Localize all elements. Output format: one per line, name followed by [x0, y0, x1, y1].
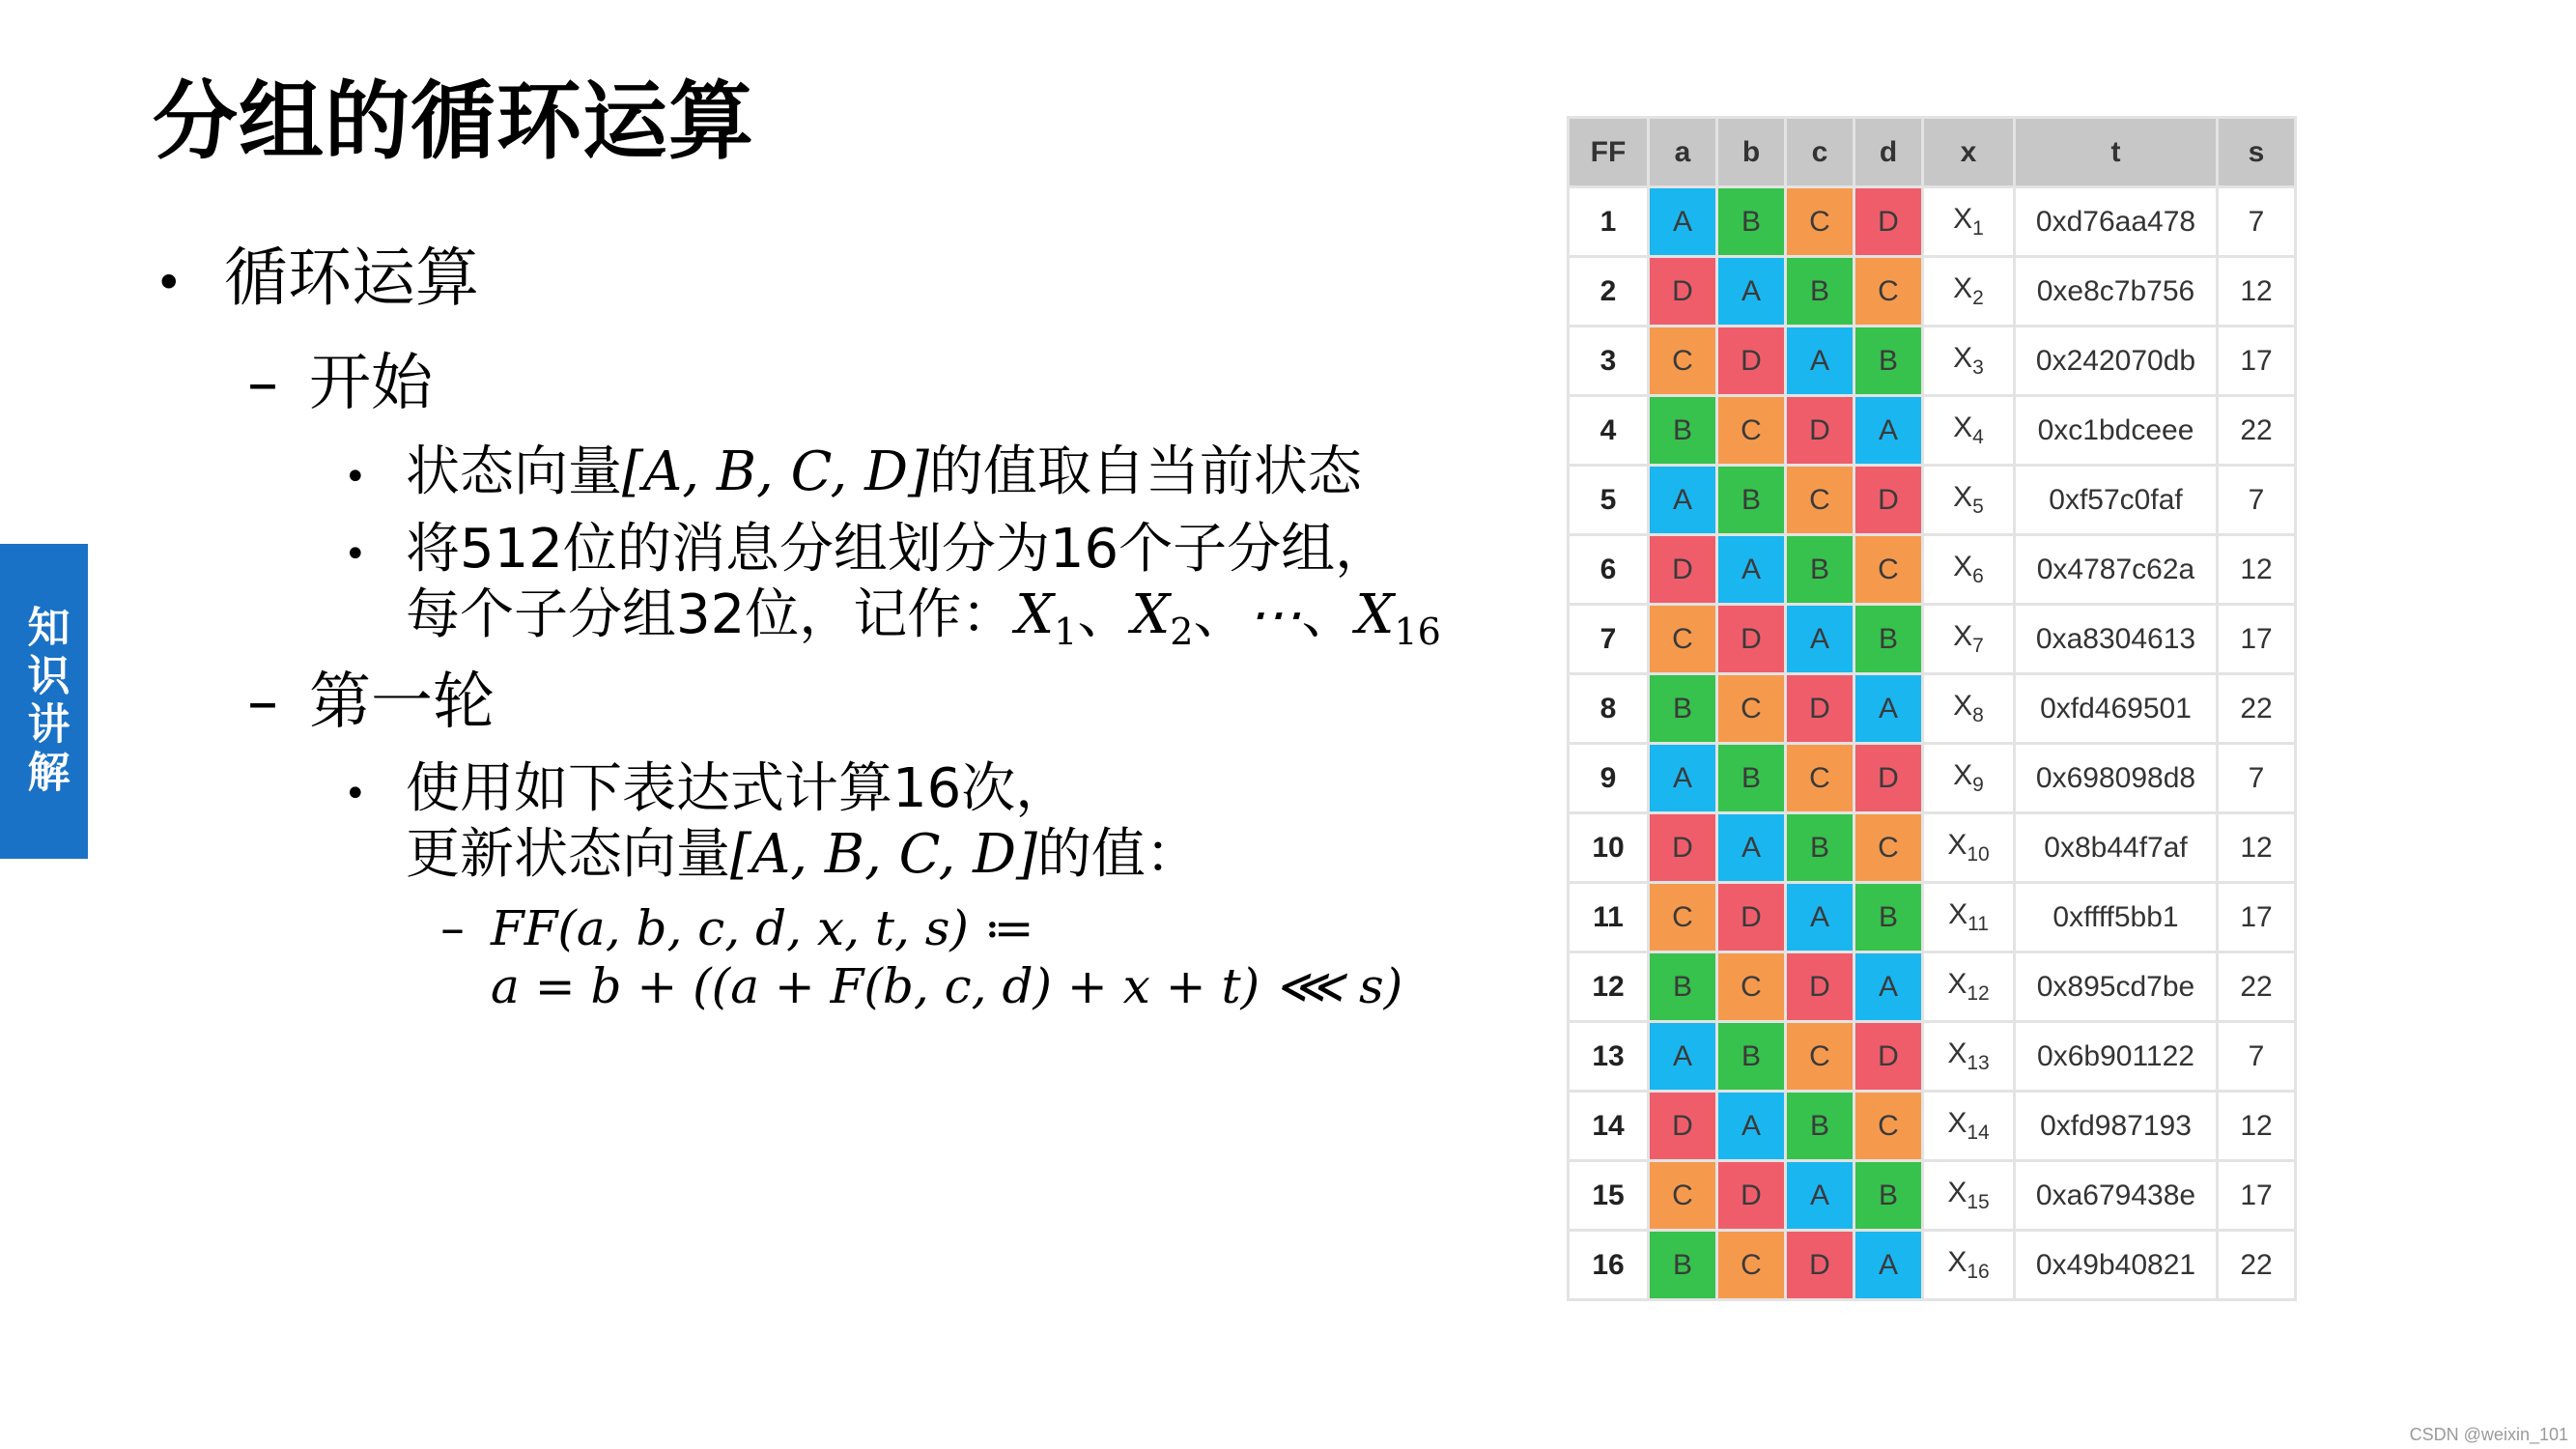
- cell-d: D: [1854, 187, 1923, 257]
- cell-ff: 13: [1569, 1022, 1649, 1092]
- cell-t: 0xa8304613: [2015, 605, 2218, 674]
- column-header: FF: [1569, 118, 1649, 187]
- cell-c: C: [1786, 466, 1854, 535]
- cell-x: $X_{16}$: [1923, 1231, 2015, 1300]
- side-tab-label: 知识讲解: [19, 605, 70, 798]
- text-line1: 将512位的消息分组划分为16个子分组，: [406, 518, 1390, 581]
- cell-c: A: [1786, 883, 1854, 952]
- cell-d: A: [1854, 674, 1923, 744]
- cell-s: 17: [2218, 1161, 2296, 1231]
- cell-ff: 14: [1569, 1092, 1649, 1161]
- cell-a: C: [1649, 883, 1717, 952]
- cell-ff: 1: [1569, 187, 1649, 257]
- cell-c: A: [1786, 605, 1854, 674]
- cell-a: A: [1649, 187, 1717, 257]
- cell-x: $X_2$: [1923, 257, 2015, 327]
- cell-t: 0xfd987193: [2015, 1092, 2218, 1161]
- cell-s: 7: [2218, 466, 2296, 535]
- cell-d: B: [1854, 1161, 1923, 1231]
- table-row: [1569, 1092, 2296, 1161]
- cell-x: $X_1$: [1923, 187, 2015, 257]
- cell-t: 0xc1bdceee: [2015, 396, 2218, 466]
- cell-ff: 4: [1569, 396, 1649, 466]
- cell-ff: 11: [1569, 883, 1649, 952]
- cell-t: 0xf57c0faf: [2015, 466, 2218, 535]
- dash-icon: –: [440, 900, 465, 956]
- column-header: a: [1649, 118, 1717, 187]
- cell-c: B: [1786, 257, 1854, 327]
- table-row: [1569, 396, 2296, 466]
- outline-item-split: [344, 520, 1389, 580]
- cell-a: B: [1649, 396, 1717, 466]
- cell-ff: 8: [1569, 674, 1649, 744]
- cell-b: C: [1717, 396, 1786, 466]
- cell-d: B: [1854, 605, 1923, 674]
- cell-t: 0x49b40821: [2015, 1231, 2218, 1300]
- cell-t: 0x895cd7be: [2015, 952, 2218, 1022]
- cell-a: A: [1649, 466, 1717, 535]
- cell-d: D: [1854, 466, 1923, 535]
- math-state-vector: [A, B, C, D]: [730, 823, 1037, 886]
- table-row: [1569, 187, 2296, 257]
- cell-b: C: [1717, 952, 1786, 1022]
- cell-b: B: [1717, 1022, 1786, 1092]
- cell-t: 0xfd469501: [2015, 674, 2218, 744]
- formula-ff-def: [440, 902, 1033, 955]
- bullet-icon: •: [344, 772, 367, 816]
- cell-c: D: [1786, 674, 1854, 744]
- cell-x: $X_9$: [1923, 744, 2015, 813]
- outline-item-label: 开始: [309, 348, 433, 419]
- outline-item-start: [247, 350, 433, 417]
- bullet-icon: •: [344, 532, 367, 577]
- outline-item-round1: [247, 668, 495, 736]
- column-header: c: [1786, 118, 1854, 187]
- table-row: [1569, 466, 2296, 535]
- cell-s: 22: [2218, 952, 2296, 1022]
- math-ellipsis: ⋯: [1247, 583, 1302, 646]
- cell-b: D: [1717, 883, 1786, 952]
- cell-a: B: [1649, 1231, 1717, 1300]
- cell-b: A: [1717, 257, 1786, 327]
- watermark: CSDN @weixin_101: [2409, 1425, 2568, 1444]
- separator: 、: [1301, 583, 1356, 646]
- cell-ff: 9: [1569, 744, 1649, 813]
- cell-x: $X_{13}$: [1923, 1022, 2015, 1092]
- cell-d: C: [1854, 257, 1923, 327]
- cell-c: B: [1786, 813, 1854, 883]
- cell-a: D: [1649, 813, 1717, 883]
- text-line2: 每个子分组32位，记作：: [406, 583, 1016, 646]
- dash-icon: –: [247, 667, 278, 738]
- cell-a: C: [1649, 1161, 1717, 1231]
- cell-x: $X_8$: [1923, 674, 2015, 744]
- text-line1: 使用如下表达式计算16次，: [406, 757, 1070, 820]
- cell-ff: 5: [1569, 466, 1649, 535]
- cell-x: $X_{11}$: [1923, 883, 2015, 952]
- cell-c: A: [1786, 327, 1854, 396]
- cell-d: C: [1854, 1092, 1923, 1161]
- table-row: [1569, 327, 2296, 396]
- outline-item-label: 循环运算: [224, 241, 479, 315]
- cell-d: C: [1854, 813, 1923, 883]
- cell-b: D: [1717, 1161, 1786, 1231]
- cell-x: $X_6$: [1923, 535, 2015, 605]
- cell-a: D: [1649, 1092, 1717, 1161]
- page-title: 分组的循环运算: [153, 71, 755, 171]
- cell-c: B: [1786, 535, 1854, 605]
- cell-t: 0xffff5bb1: [2015, 883, 2218, 952]
- cell-b: A: [1717, 535, 1786, 605]
- cell-c: C: [1786, 1022, 1854, 1092]
- cell-a: B: [1649, 674, 1717, 744]
- table-row: [1569, 744, 2296, 813]
- cell-x: $X_{12}$: [1923, 952, 2015, 1022]
- separator: 、: [1193, 583, 1248, 646]
- text-post: 的值取自当前状态: [928, 440, 1362, 503]
- table-row: [1569, 1022, 2296, 1092]
- cell-c: C: [1786, 744, 1854, 813]
- cell-s: 12: [2218, 257, 2296, 327]
- cell-d: A: [1854, 396, 1923, 466]
- cell-d: C: [1854, 535, 1923, 605]
- cell-t: 0xd76aa478: [2015, 187, 2218, 257]
- table-row: [1569, 605, 2296, 674]
- cell-c: A: [1786, 1161, 1854, 1231]
- cell-b: B: [1717, 466, 1786, 535]
- cell-b: A: [1717, 1092, 1786, 1161]
- cell-d: A: [1854, 1231, 1923, 1300]
- cell-x: $X_5$: [1923, 466, 2015, 535]
- cell-x: $X_{15}$: [1923, 1161, 2015, 1231]
- cell-d: B: [1854, 883, 1923, 952]
- cell-s: 12: [2218, 1092, 2296, 1161]
- cell-b: C: [1717, 1231, 1786, 1300]
- cell-a: A: [1649, 1022, 1717, 1092]
- cell-t: 0xe8c7b756: [2015, 257, 2218, 327]
- cell-c: C: [1786, 187, 1854, 257]
- cell-d: A: [1854, 952, 1923, 1022]
- cell-b: C: [1717, 674, 1786, 744]
- outline-item-split-line2: [406, 585, 1441, 653]
- cell-ff: 3: [1569, 327, 1649, 396]
- cell-a: C: [1649, 327, 1717, 396]
- table-row: [1569, 535, 2296, 605]
- cell-s: 12: [2218, 535, 2296, 605]
- cell-ff: 15: [1569, 1161, 1649, 1231]
- side-section-tab: [0, 544, 88, 859]
- column-header: b: [1717, 118, 1786, 187]
- cell-b: D: [1717, 327, 1786, 396]
- table-row: [1569, 1231, 2296, 1300]
- cell-b: A: [1717, 813, 1786, 883]
- separator: 、: [1077, 583, 1132, 646]
- math-x16: $X_{16}$: [1355, 583, 1441, 654]
- cell-a: D: [1649, 535, 1717, 605]
- math-state-vector: [A, B, C, D]: [622, 440, 929, 503]
- cell-x: $X_4$: [1923, 396, 2015, 466]
- math-x1: $X_1$: [1015, 583, 1078, 654]
- bullet-icon: •: [344, 455, 367, 499]
- cell-d: B: [1854, 327, 1923, 396]
- table-row: [1569, 674, 2296, 744]
- table-row: [1569, 883, 2296, 952]
- cell-ff: 12: [1569, 952, 1649, 1022]
- table-header-row: [1569, 118, 2296, 187]
- table-row: [1569, 952, 2296, 1022]
- outline-item-compute: [344, 759, 1069, 819]
- table-row: [1569, 257, 2296, 327]
- ff-round-table: [1567, 116, 2297, 1301]
- cell-a: A: [1649, 744, 1717, 813]
- cell-d: D: [1854, 744, 1923, 813]
- cell-x: $X_3$: [1923, 327, 2015, 396]
- table-row: [1569, 1161, 2296, 1231]
- cell-ff: 7: [1569, 605, 1649, 674]
- cell-t: 0x8b44f7af: [2015, 813, 2218, 883]
- dash-icon: –: [247, 348, 278, 419]
- cell-b: B: [1717, 187, 1786, 257]
- cell-s: 7: [2218, 187, 2296, 257]
- cell-a: B: [1649, 952, 1717, 1022]
- cell-b: D: [1717, 605, 1786, 674]
- cell-s: 22: [2218, 674, 2296, 744]
- cell-s: 7: [2218, 1022, 2296, 1092]
- cell-x: $X_7$: [1923, 605, 2015, 674]
- bullet-icon: •: [155, 255, 184, 311]
- cell-s: 12: [2218, 813, 2296, 883]
- cell-a: C: [1649, 605, 1717, 674]
- column-header: t: [2015, 118, 2218, 187]
- cell-t: 0x6b901122: [2015, 1022, 2218, 1092]
- cell-x: $X_{10}$: [1923, 813, 2015, 883]
- cell-s: 17: [2218, 327, 2296, 396]
- math-x2: $X_2$: [1131, 583, 1194, 654]
- column-header: d: [1854, 118, 1923, 187]
- math-ff-body: a = b + ((a + F(b, c, d) + x + t) ⋘ s): [491, 958, 1403, 1014]
- cell-s: 17: [2218, 605, 2296, 674]
- outline-item-state-vector: [344, 442, 1362, 502]
- cell-ff: 6: [1569, 535, 1649, 605]
- cell-ff: 16: [1569, 1231, 1649, 1300]
- cell-b: B: [1717, 744, 1786, 813]
- outline-item-compute-line2: [406, 825, 1200, 885]
- cell-s: 17: [2218, 883, 2296, 952]
- column-header: x: [1923, 118, 2015, 187]
- cell-s: 22: [2218, 396, 2296, 466]
- cell-c: D: [1786, 952, 1854, 1022]
- cell-t: 0x4787c62a: [2015, 535, 2218, 605]
- text-post: 的值：: [1036, 823, 1200, 886]
- outline-item-loop: [155, 243, 479, 314]
- cell-s: 22: [2218, 1231, 2296, 1300]
- cell-c: D: [1786, 1231, 1854, 1300]
- cell-d: D: [1854, 1022, 1923, 1092]
- cell-t: 0x242070db: [2015, 327, 2218, 396]
- outline-item-label: 第一轮: [309, 667, 495, 738]
- cell-c: D: [1786, 396, 1854, 466]
- cell-x: $X_{14}$: [1923, 1092, 2015, 1161]
- formula-ff-body: [491, 960, 1402, 1013]
- text-pre: 状态向量: [406, 440, 622, 503]
- cell-t: 0x698098d8: [2015, 744, 2218, 813]
- cell-t: 0xa679438e: [2015, 1161, 2218, 1231]
- cell-c: B: [1786, 1092, 1854, 1161]
- cell-ff: 10: [1569, 813, 1649, 883]
- cell-ff: 2: [1569, 257, 1649, 327]
- text-pre: 更新状态向量: [406, 823, 730, 886]
- cell-a: D: [1649, 257, 1717, 327]
- math-ff-signature: FF(a, b, c, d, x, t, s) ≔: [491, 900, 1034, 956]
- cell-s: 7: [2218, 744, 2296, 813]
- table-row: [1569, 813, 2296, 883]
- column-header: s: [2218, 118, 2296, 187]
